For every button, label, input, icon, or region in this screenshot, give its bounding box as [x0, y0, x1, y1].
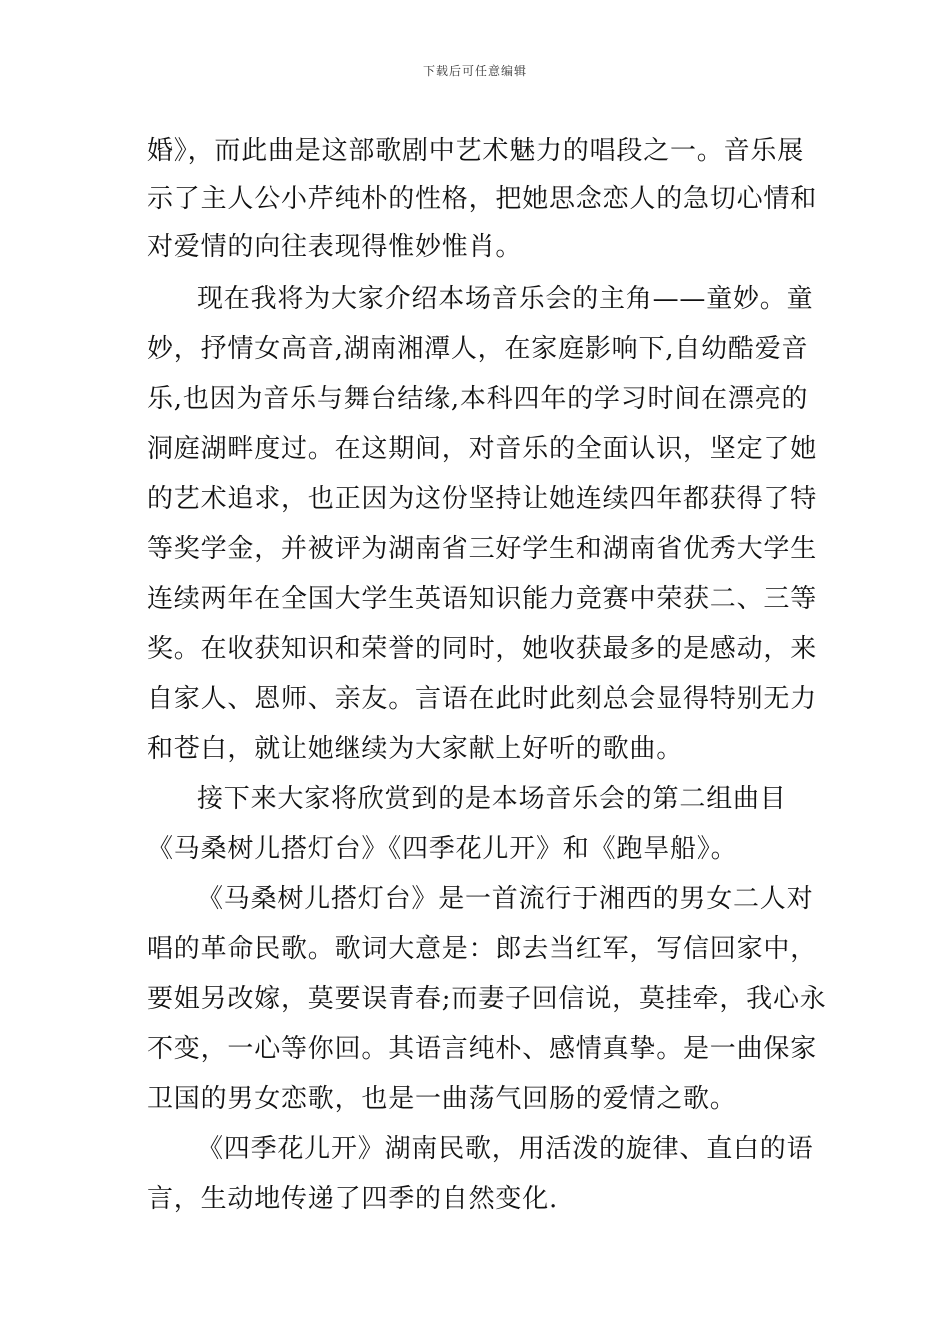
paragraph-start-line: 接下来大家将欣赏到的是本场音乐会的第二组曲目: [197, 784, 787, 814]
paragraph-start-line: 《四季花儿开》湖南民歌，用活泼的旋律、直白的语: [197, 1134, 814, 1164]
text-line: 奖。在收获知识和荣誉的同时，她收获最多的是感动，来: [147, 634, 818, 664]
text-line: 乐,也因为音乐与舞台结缘,本科四年的学习时间在漂亮的: [147, 384, 809, 414]
text-line: 言，生动地传递了四季的自然变化.: [147, 1184, 559, 1214]
text-line: 等奖学金，并被评为湖南省三好学生和湖南省优秀大学生: [147, 534, 818, 564]
text-line: 卫国的男女恋歌，也是一曲荡气回肠的爱情之歌。: [147, 1084, 737, 1114]
text-line: 不变，一心等你回。其语言纯朴、感情真挚。是一曲保家: [147, 1034, 818, 1064]
text-line: 和苍白，就让她继续为大家献上好听的歌曲。: [147, 734, 684, 764]
paragraph-start-line: 《马桑树儿搭灯台》是一首流行于湘西的男女二人对: [197, 884, 814, 914]
text-line: 唱的革命民歌。歌词大意是：郎去当红军，写信回家中，: [147, 934, 818, 964]
text-line: 示了主人公小芹纯朴的性格，把她思念恋人的急切心情和: [147, 184, 818, 214]
text-line: 自家人、恩师、亲友。言语在此时此刻总会显得特别无力: [147, 684, 818, 714]
text-line: 的艺术追求，也正因为这份坚持让她连续四年都获得了特: [147, 484, 818, 514]
text-line: 《马桑树儿搭灯台》《四季花儿开》和《跑旱船》。: [147, 834, 738, 864]
text-line: 洞庭湖畔度过。在这期间，对音乐的全面认识，坚定了她: [147, 434, 818, 464]
text-line: 妙，抒情女高音,湖南湘潭人，在家庭影响下,自幼酷爱音: [147, 334, 809, 364]
page-header: 下载后可任意编辑: [422, 64, 527, 78]
paragraph-start-line: 现在我将为大家介绍本场音乐会的主角——童妙。童: [197, 284, 814, 314]
text-line: 婚》，而此曲是这部歌剧中艺术魅力的唱段之一。音乐展: [147, 136, 805, 166]
text-line: 要姐另改嫁，莫要误青春;而妻子回信说，莫挂牵，我心永: [147, 984, 827, 1014]
text-line: 对爱情的向往表现得惟妙惟肖。: [147, 232, 523, 262]
text-line: 连续两年在全国大学生英语知识能力竞赛中荣获二、三等: [147, 584, 818, 614]
